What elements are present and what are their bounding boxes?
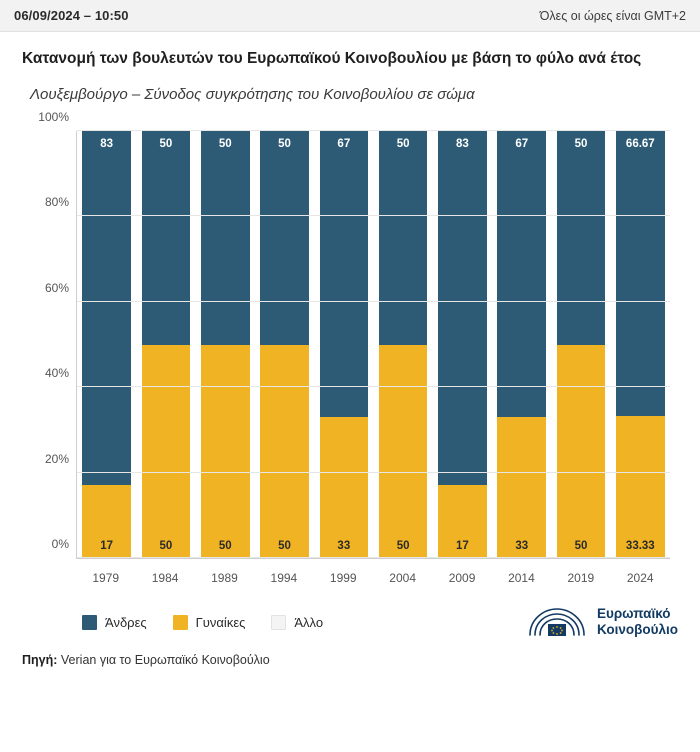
bar-value-label: 17 — [100, 540, 114, 552]
legend-item-men[interactable] — [82, 615, 147, 630]
datetime-label: 06/09/2024 – 10:50 — [14, 8, 129, 23]
logo-line-1: Ευρωπαϊκό — [596, 605, 671, 621]
x-axis-labels — [76, 571, 670, 585]
bar-segment-men[interactable] — [379, 131, 428, 345]
gridline — [77, 130, 670, 131]
bar-group[interactable] — [497, 131, 546, 558]
bar-segment-men[interactable] — [497, 131, 546, 417]
legend-item-women[interactable] — [173, 615, 246, 630]
gridline — [77, 215, 670, 216]
bar-segment-men[interactable] — [616, 131, 665, 416]
x-axis-tick: 1979 — [92, 571, 120, 585]
x-axis-tick: 2024 — [626, 571, 654, 585]
bar-segment-men[interactable] — [320, 131, 369, 417]
legend-label: Άνδρες — [105, 614, 147, 630]
bar-value-label: 17 — [456, 540, 469, 552]
bar-value-label: 50 — [574, 540, 588, 552]
bar-segment-women[interactable] — [557, 345, 606, 559]
legend-row — [22, 605, 678, 639]
chart-legend — [82, 615, 323, 630]
bar-value-label: 66.67 — [625, 138, 655, 151]
bar-group[interactable] — [82, 131, 131, 558]
bar-value-label: 50 — [159, 138, 173, 150]
plot-area — [38, 110, 670, 559]
bar-value-label: 33.33 — [625, 540, 655, 552]
bar-segment-women[interactable] — [616, 416, 665, 558]
x-axis-tick: 1989 — [211, 571, 238, 585]
gridline — [77, 386, 670, 387]
bar-segment-men[interactable] — [201, 131, 250, 345]
legend-swatch-icon — [271, 615, 286, 630]
page-title: Κατανομή των βουλευτών του Ευρωπαϊκού Κοινοβουλίου με βάση το φύλο ανά έτος — [22, 50, 642, 67]
bar-segment-women[interactable] — [201, 345, 250, 559]
source-text: Verian για το Ευρωπαϊκό Κοινοβούλιο — [60, 653, 270, 667]
bar-value-label: 83 — [456, 138, 469, 151]
source-note — [22, 653, 678, 667]
bar-segment-men[interactable] — [438, 131, 487, 485]
legend-label: Άλλο — [294, 614, 324, 630]
european-parliament-logo — [526, 605, 678, 639]
y-axis-tick: 80% — [44, 195, 69, 210]
x-axis-tick: 1999 — [329, 571, 357, 585]
bar-group[interactable] — [201, 131, 250, 558]
timezone-note: Όλες οι ώρες είναι GMT+2 — [539, 8, 686, 23]
bar-segment-men[interactable] — [142, 131, 191, 345]
bar-value-label: 83 — [100, 138, 114, 151]
bar-segment-men[interactable] — [557, 131, 606, 345]
bar-segment-men[interactable] — [260, 131, 309, 345]
top-bar — [0, 0, 700, 32]
bar-group[interactable] — [616, 131, 665, 558]
x-axis-tick: 1994 — [270, 571, 298, 585]
parliament-mark-icon — [526, 605, 588, 639]
bar-value-label: 50 — [278, 540, 291, 552]
x-axis-tick: 2019 — [567, 571, 595, 585]
bar-value-label: 67 — [337, 138, 351, 151]
bar-value-label: 50 — [278, 138, 291, 150]
chart-container — [22, 110, 678, 599]
bar-value-label: 50 — [159, 540, 173, 552]
logo-line-2: Κοινοβούλιο — [596, 622, 678, 637]
bar-value-label: 67 — [515, 138, 529, 151]
x-axis-tick: 2004 — [389, 571, 416, 585]
y-axis-tick: 0% — [51, 537, 69, 551]
bar-group[interactable] — [379, 131, 428, 558]
y-axis-tick: 20% — [44, 451, 69, 466]
bar-group[interactable] — [142, 131, 191, 558]
x-axis-tick: 2009 — [448, 571, 476, 585]
bar-value-label: 50 — [218, 540, 232, 552]
bar-value-label: 50 — [218, 138, 232, 150]
gridline — [77, 557, 670, 558]
bar-value-label: 50 — [396, 540, 410, 552]
bar-value-label: 33 — [515, 540, 529, 552]
bar-segment-women[interactable] — [260, 345, 309, 559]
logo-text — [597, 606, 678, 638]
bar-segment-women[interactable] — [82, 485, 131, 558]
x-axis-tick: 1984 — [151, 571, 179, 585]
bar-group[interactable] — [438, 131, 487, 558]
y-axis-tick: 100% — [38, 110, 69, 124]
legend-swatch-icon — [173, 615, 188, 630]
bar-value-label: 50 — [396, 138, 410, 150]
x-axis-tick: 2014 — [508, 571, 535, 585]
bar-group[interactable] — [320, 131, 369, 558]
gridline — [77, 301, 670, 302]
bar-value-label: 33 — [337, 540, 351, 552]
bar-value-label: 50 — [574, 138, 588, 150]
bar-series — [77, 131, 670, 558]
bar-group[interactable] — [557, 131, 606, 558]
bar-segment-women[interactable] — [320, 417, 369, 558]
bar-segment-women[interactable] — [438, 485, 487, 558]
y-axis-tick: 60% — [44, 280, 69, 295]
bar-segment-women[interactable] — [379, 345, 428, 559]
y-axis-tick: 40% — [44, 366, 69, 381]
bar-segment-women[interactable] — [497, 417, 546, 558]
chart-subtitle: Λουξεμβούργο – Σύνοδος συγκρότησης του Κοινοβουλίου σε σώμα — [30, 86, 475, 103]
heading-block — [0, 32, 700, 103]
legend-item-other[interactable] — [271, 615, 323, 630]
source-label: Πηγή: — [22, 653, 58, 667]
bar-segment-women[interactable] — [142, 345, 191, 559]
legend-swatch-icon — [82, 615, 97, 630]
legend-label: Γυναίκες — [195, 614, 246, 630]
bar-group[interactable] — [260, 131, 309, 558]
gridline — [77, 472, 670, 473]
bar-segment-men[interactable] — [82, 131, 131, 485]
